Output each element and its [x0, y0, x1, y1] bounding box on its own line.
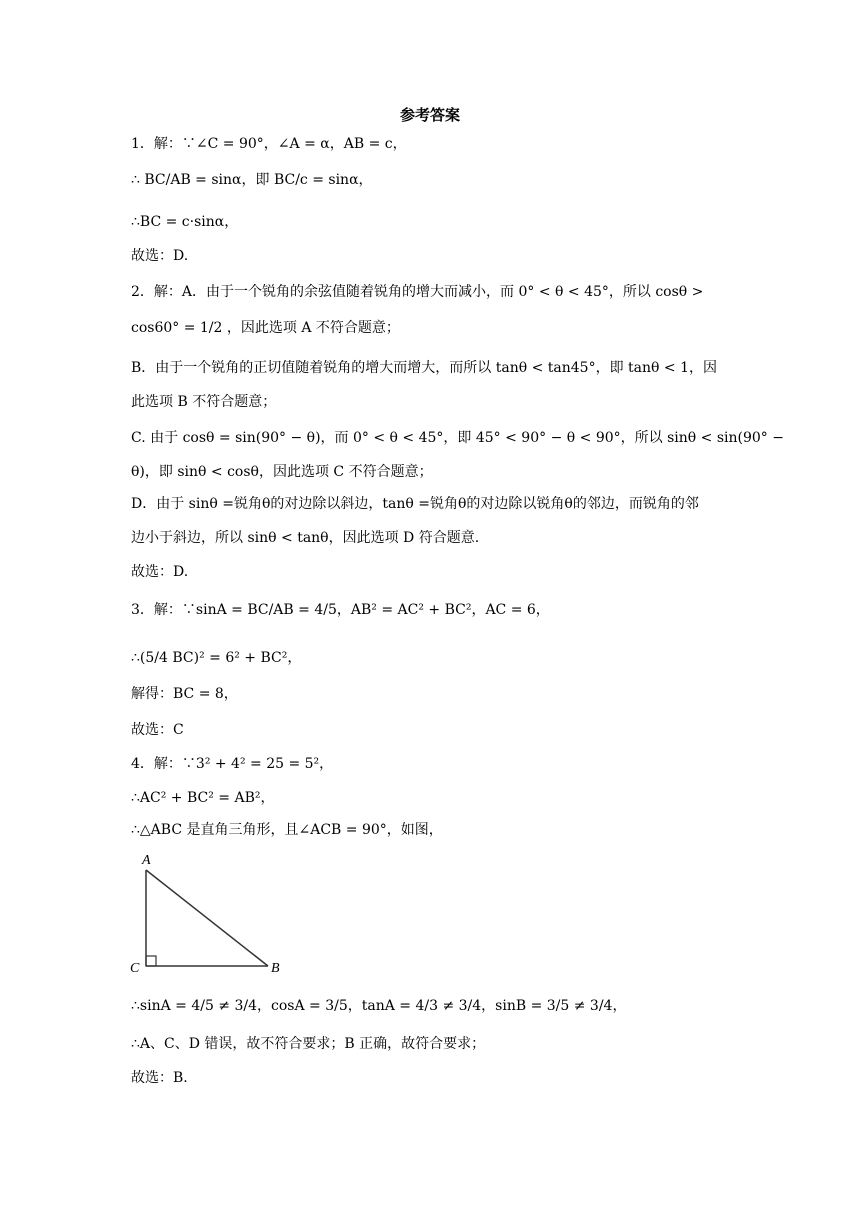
answer-2-choice: 故选：D. [131, 564, 189, 580]
answer-2-line-6: θ)，即 sinθ < cosθ，因此选项 C 不符合题意； [131, 464, 433, 480]
answer-4-choice: 故选：B. [131, 1070, 188, 1086]
answer-2-line-8: 边小于斜边，所以 sinθ < tanθ，因此选项 D 符合题意. [131, 530, 480, 546]
page-title: 参考答案 [399, 106, 460, 124]
right-triangle-figure [126, 852, 291, 980]
answer-1-line-1: 1．解：∵∠C = 90°，∠A = α，AB = c， [131, 136, 407, 152]
answer-1-choice: 故选：D. [131, 248, 189, 264]
label-b: B [271, 961, 280, 976]
answer-3-choice: 故选：C [131, 722, 184, 738]
answer-2-line-7: D．由于 sinθ =锐角θ的对边除以斜边，tanθ =锐角θ的对边除以锐角θ的邻边，而锐角的邻 [131, 496, 699, 512]
answer-4-line-1: 4．解：∵3² + 4² = 25 = 5²， [131, 756, 334, 772]
answer-2-line-3: B．由于一个锐角的正切值随着锐角的增大而增大，而所以 tanθ < tan45°，即 tanθ < 1，因 [131, 360, 717, 376]
label-a: A [142, 853, 151, 868]
answer-4-line-4: ∴sinA = 4/5 ≠ 3/4，cosA = 3/5，tanA = 4/3 ≠ 3/4，sinB = 3/5 ≠ 3/4， [131, 998, 627, 1014]
answer-2-line-2: cos60° = 1/2 ，因此选项 A 不符合题意； [131, 320, 400, 336]
right-angle-marker [146, 956, 156, 966]
answer-4-line-3: ∴△ABC 是直角三角形，且∠ACB = 90°，如图， [131, 822, 443, 838]
answer-2-line-5: C. 由于 cosθ = sin(90° − θ)，而 0° < θ < 45°，即 45° < 90° − θ < 90°，所以 sinθ < sin(90° − [131, 430, 784, 446]
label-c: C [130, 961, 140, 976]
answer-3-line-2: ∴(5/4 BC)² = 6² + BC²， [131, 650, 302, 666]
answer-1-line-3: ∴BC = c·sinα， [131, 214, 239, 230]
answer-4-line-2: ∴AC² + BC² = AB²， [131, 790, 275, 806]
answer-3-line-3: 解得：BC = 8， [131, 686, 238, 702]
answer-3-line-1: 3．解：∵sinA = BC/AB = 4/5，AB² = AC² + BC²，AC = 6， [131, 602, 550, 618]
answer-4-line-5: ∴A、C、D 错误，故不符合要求；B 正确，故符合要求； [131, 1036, 486, 1052]
answer-1-line-2: ∴ BC/AB = sinα，即 BC/c = sinα， [131, 172, 373, 188]
answer-2-line-4: 此选项 B 不符合题意； [131, 394, 277, 410]
side-ab [146, 870, 268, 966]
answer-2-line-1: 2．解：A．由于一个锐角的余弦值随着锐角的增大而减小，而 0° < θ < 45°，所以 cosθ > [131, 284, 704, 300]
